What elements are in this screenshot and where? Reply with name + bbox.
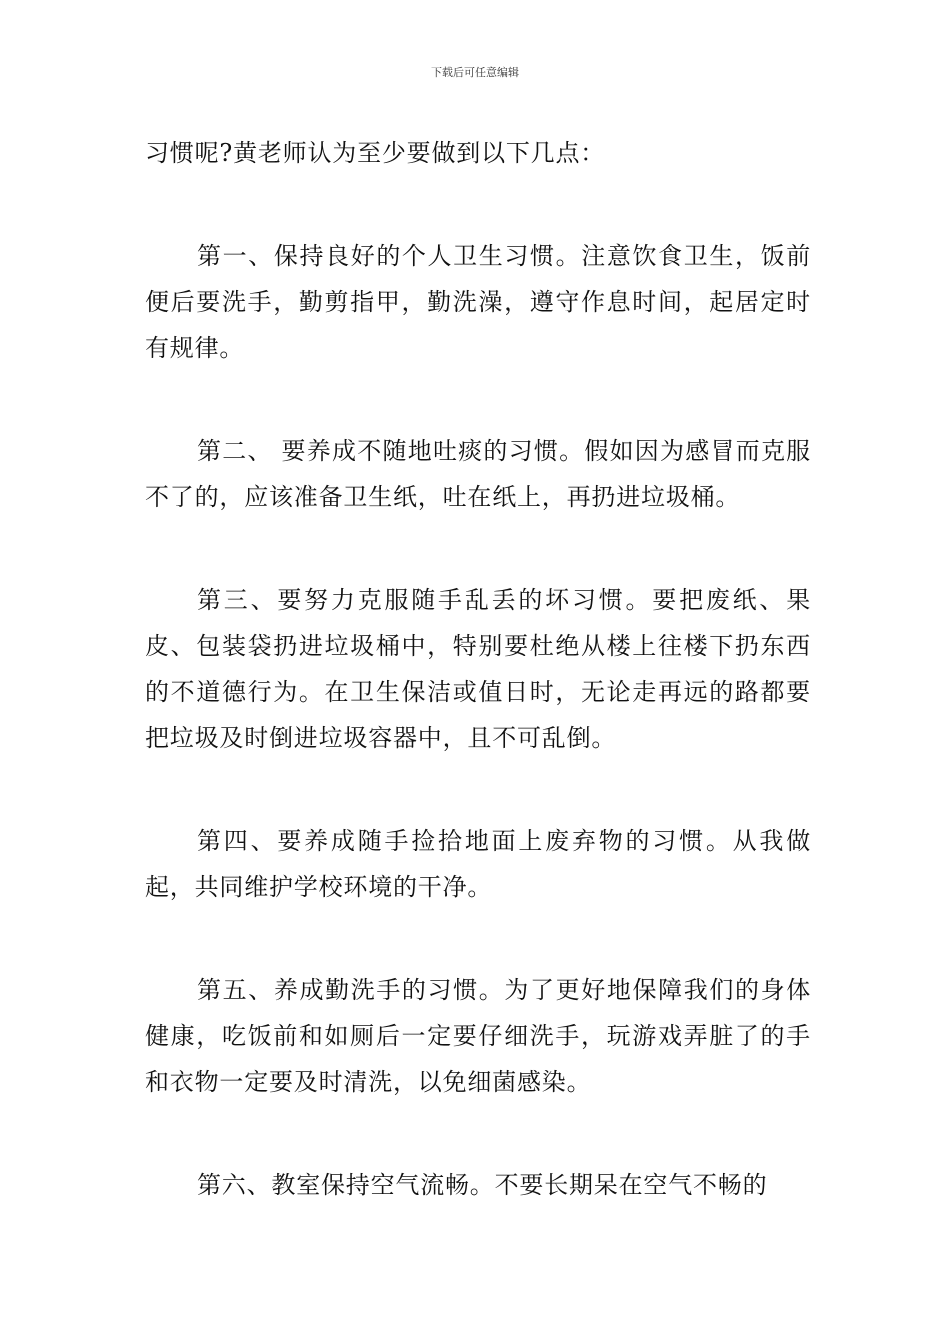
document-body	[145, 130, 811, 1265]
paragraph-point-1: 第一、保持良好的个人卫生习惯。注意饮食卫生，饭前便后要洗手，勤剪指甲，勤洗澡，遵守作息时间，起居定时有规律。	[145, 242, 811, 362]
paragraph-point-6: 第六、教室保持空气流畅。不要长期呆在空气不畅的	[197, 1171, 768, 1199]
paragraph-point-5: 第五、养成勤洗手的习惯。为了更好地保障我们的身体健康，吃饭前和如厕后一定要仔细洗手，玩游戏弄脏了的手和衣物一定要及时清洗，以免细菌感染。	[145, 976, 811, 1096]
paragraph-point-4: 第四、要养成随手捡拾地面上废弃物的习惯。从我做起，共同维护学校环境的干净。	[145, 827, 811, 901]
page-header: 下载后可任意编辑	[431, 66, 519, 79]
paragraph-point-2: 第二、 要养成不随地吐痰的习惯。假如因为感冒而克服不了的，应该准备卫生纸，吐在纸上，再扔进垃圾桶。	[145, 437, 811, 511]
paragraph-intro: 习惯呢?黄老师认为至少要做到以下几点：	[145, 139, 606, 167]
paragraph-point-3: 第三、要努力克服随手乱丢的坏习惯。要把废纸、果皮、包装袋扔进垃圾桶中，特别要杜绝从楼上往楼下扔东西的不道德行为。在卫生保洁或值日时，无论走再远的路都要把垃圾及时倒进垃圾容器中，且不可乱倒。	[145, 586, 811, 752]
